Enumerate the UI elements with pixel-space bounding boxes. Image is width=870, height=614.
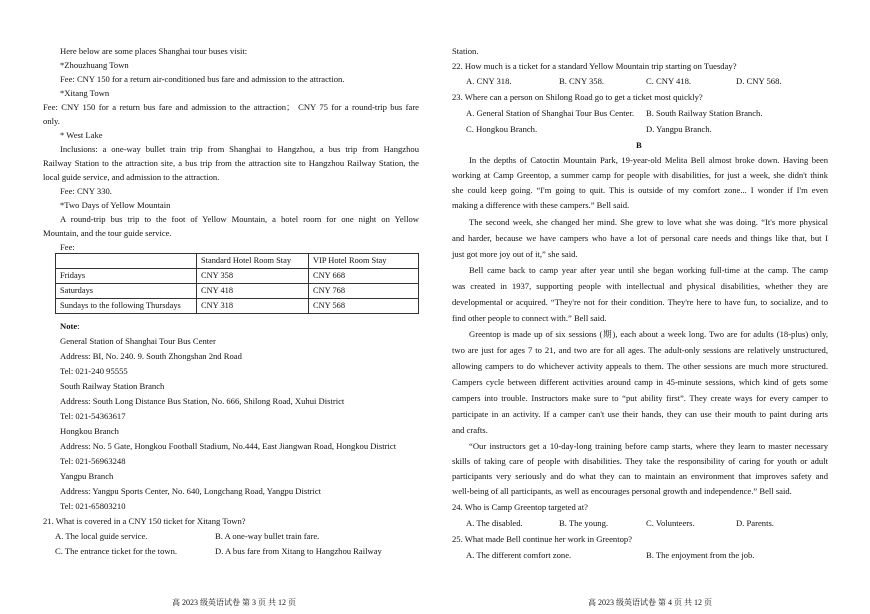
passage-line: two are just for ages 7 to 21, and two are for all ages. The adult-only sessions are relatively unstructured, — [452, 345, 828, 355]
passage-line: In the depths of Catoctin Mountain Park, 19-year-old Melita Bell almost broke down. Having been — [469, 155, 828, 165]
passage-line: participate in an activity. If a camper can't use their hands, they can use their mouth to paint during arts — [452, 409, 828, 419]
yellow-mountain-title: *Two Days of Yellow Mountain — [60, 200, 171, 210]
table-cell: CNY 668 — [309, 269, 419, 284]
yellow-mountain-desc-1: A round-trip bus trip to the foot of Yellow Mountain, a hotel room for one night on Yellow — [60, 214, 419, 224]
note-label: Note — [60, 321, 78, 331]
question-25: 25. What made Bell continue her work in Greentop? — [452, 534, 633, 544]
note-line: Address: BI, No. 240. 9. South Zhongshan 2nd Road — [60, 351, 242, 361]
xitang-fee-line-1: Fee: CNY 150 for a return bus fare and admission to the attraction； CNY 75 for a round-trip bus fare — [43, 102, 419, 112]
passage-line: “Our instructors get a 10-day-long training before camp starts, where they learn to master necessary — [469, 441, 828, 451]
note-line: Address: Yangpu Sports Center, No. 640, Longchang Road, Yangpu District — [60, 486, 322, 496]
note-line: Tel: 021-240 95555 — [60, 366, 128, 376]
q21-option-a: A. The local guide service. — [55, 531, 148, 541]
table-header-cell — [56, 254, 197, 269]
passage-line: working at Camp Greentop, a summer camp for people with disabilities, for just a week, she didn't think — [452, 170, 828, 180]
zhouzhuang-title: *Zhouzhuang Town — [60, 60, 129, 70]
intro-text: Here below are some places Shanghai tour buses visit: — [60, 46, 248, 56]
table-header-row — [56, 254, 419, 269]
passage-line: skills of taking care of people with disabilities. They take the responsibility of caring for youth or adult — [452, 456, 828, 466]
westlake-title: * West Lake — [60, 130, 103, 140]
table-cell: Saturdays — [56, 284, 197, 299]
note-line: Yangpu Branch — [60, 471, 114, 481]
table-cell: CNY 318 — [197, 299, 309, 314]
passage-line: and harder, because we have campers who have a lot of personal care needs and things like that, but I — [452, 233, 828, 243]
xitang-fee-line-2: only. — [43, 116, 60, 126]
q24-option-d: D. Parents. — [736, 518, 774, 528]
section-b-heading: B — [636, 140, 642, 150]
passage-line: well-being of all participants, as well as encourages personal growth and independence.” Bell said. — [452, 486, 792, 496]
fee-label: Fee: — [60, 242, 75, 252]
xitang-title: *Xitang Town — [60, 88, 110, 98]
table-cell: Fridays — [56, 269, 197, 284]
q22-option-c: C. CNY 418. — [646, 76, 692, 86]
question-21: 21. What is covered in a CNY 150 ticket for Xitang Town? — [43, 516, 246, 526]
passage-line: campers into trouble. Instructors make sure to “put ability first”. They create ways for every camper to — [452, 393, 828, 403]
passage-line: developmental or acquired. “They're not for their condition. They're here to have fun, to socialize, and to — [452, 297, 828, 307]
passage-line: she could keep going. “I'm going to quit. This is outside of my comfort zone... I wonder if I'm even — [452, 185, 828, 195]
westlake-inclusions-2: Railway Station to the attraction site, a bus trip from the attraction site to Hangzhou Railway Station, the — [43, 158, 419, 168]
passage-line: allowing campers to do whichever activity appeals to them. The other sessions are much more structured. — [452, 361, 828, 371]
table-cell: CNY 768 — [309, 284, 419, 299]
table-cell: CNY 418 — [197, 284, 309, 299]
q23-option-b: B. South Railway Station Branch. — [646, 108, 763, 118]
q25-option-a: A. The different comfort zone. — [466, 550, 572, 560]
note-line: Tel: 021-56963248 — [60, 456, 126, 466]
passage-line: making a difference with these campers.” Bell said. — [452, 200, 630, 210]
passage-line: was created in 1937, supporting people with intellectual and physical disabilities, whether they are — [452, 281, 828, 291]
right-page-footer: 高 2023 级英语试卷 第 4 页 共 12 页 — [588, 598, 712, 607]
q25-option-b: B. The enjoyment from the job. — [646, 550, 755, 560]
q23-option-c: C. Hongkou Branch. — [466, 124, 538, 134]
note-heading: Note: — [60, 321, 80, 331]
passage-line: The second week, she changed her mind. She grew to love what she was doing. “It's more physical — [469, 217, 828, 227]
westlake-inclusions-1: Inclusions: a one-way bullet train trip from Shanghai to Hangzhou, a bus trip from Hangzhou — [60, 144, 419, 154]
passage-line: and crafts. — [452, 425, 488, 435]
passage-line: Greentop is made up of six sessions (期), each about a week long. Two are for adults (18-plus) only, — [469, 329, 828, 339]
q22-option-d: D. CNY 568. — [736, 76, 782, 86]
passage-line: find other people to connect with.” Bell said. — [452, 313, 607, 323]
continued-line: Station. — [452, 46, 479, 56]
westlake-fee: Fee: CNY 330. — [60, 186, 112, 196]
q23-option-d: D. Yangpu Branch. — [646, 124, 712, 134]
q21-option-b: B. A one-way bullet train fare. — [215, 531, 320, 541]
yellow-mountain-desc-2: Mountain, and the tour guide service. — [43, 228, 172, 238]
q22-option-b: B. CNY 358. — [559, 76, 605, 86]
passage-line: Campers cycle between different activities around camp in 45-minute sessions, which kind of gets some — [452, 377, 828, 387]
westlake-inclusions-3: local guide service, and admission to the attraction. — [43, 172, 220, 182]
note-line: Address: South Long Distance Bus Station, No. 666, Shilong Road, Xuhui District — [60, 396, 345, 406]
passage-line: Bell came back to camp year after year until she began working full-time at the camp. The camp — [469, 265, 828, 275]
note-line: Address: No. 5 Gate, Hongkou Football Stadium, No.444, East Jiangwan Road, Hongkou District — [60, 441, 397, 451]
note-line: South Railway Station Branch — [60, 381, 165, 391]
q24-option-b: B. The young. — [559, 518, 609, 528]
table-cell: CNY 358 — [197, 269, 309, 284]
passage-line: just got more joy out of it,” she said. — [452, 249, 578, 259]
fee-table — [55, 253, 419, 314]
q21-option-d: D. A bus fare from Xitang to Hangzhou Railway — [215, 546, 382, 556]
question-22: 22. How much is a ticket for a standard Yellow Mountain trip starting on Tuesday? — [452, 61, 737, 71]
table-header-cell: VIP Hotel Room Stay — [309, 254, 419, 269]
table-row — [56, 299, 419, 314]
note-line: Tel: 021-54363617 — [60, 411, 126, 421]
q24-option-c: C. Volunteers. — [646, 518, 695, 528]
q21-option-c: C. The entrance ticket for the town. — [55, 546, 178, 556]
zhouzhuang-fee: Fee: CNY 150 for a return air-conditioned bus fare and admission to the attraction. — [60, 74, 345, 84]
table-cell: Sundays to the following Thursdays — [56, 299, 197, 314]
table-header-cell: Standard Hotel Room Stay — [197, 254, 309, 269]
passage-line: participants very seriously and do what they can to maintain an environment that improves safety and — [452, 471, 828, 481]
q24-option-a: A. The disabled. — [466, 518, 523, 528]
table-row — [56, 269, 419, 284]
note-line: Hongkou Branch — [60, 426, 119, 436]
q22-option-a: A. CNY 318. — [466, 76, 512, 86]
table-row — [56, 284, 419, 299]
q23-option-a: A. General Station of Shanghai Tour Bus Center. — [466, 108, 634, 118]
table-cell: CNY 568 — [309, 299, 419, 314]
question-23: 23. Where can a person on Shilong Road go to get a ticket most quickly? — [452, 92, 703, 102]
question-24: 24. Who is Camp Greentop targeted at? — [452, 502, 588, 512]
left-page-footer: 高 2023 级英语试卷 第 3 页 共 12 页 — [172, 598, 296, 607]
note-line: Tel: 021-65803210 — [60, 501, 126, 511]
note-line: General Station of Shanghai Tour Bus Center — [60, 336, 216, 346]
